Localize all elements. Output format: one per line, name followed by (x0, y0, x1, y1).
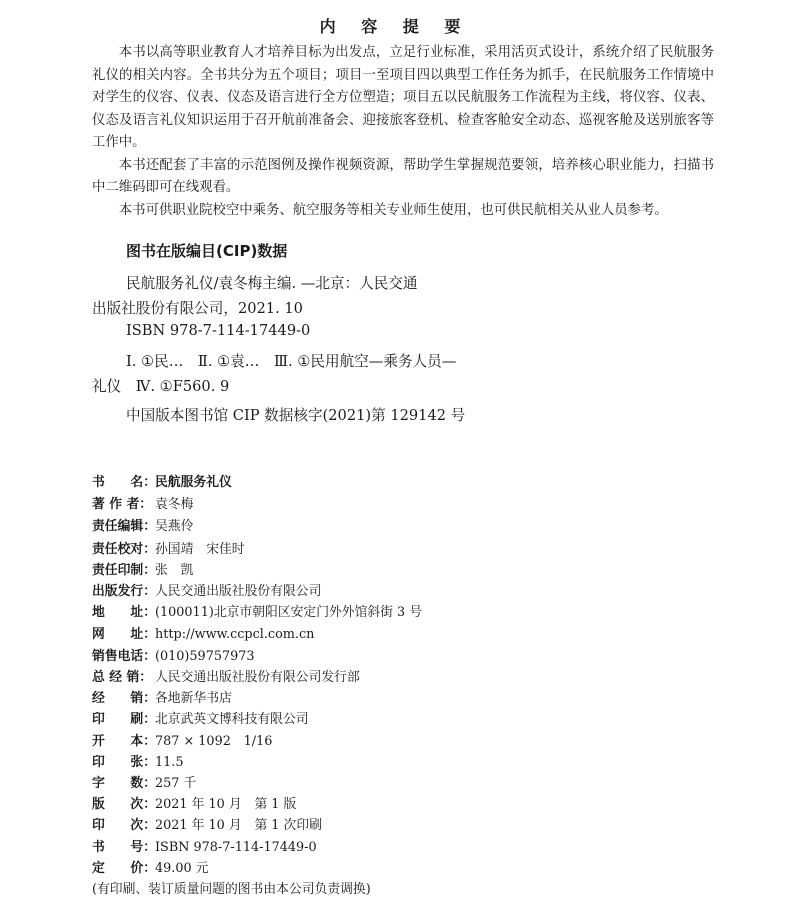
detail-value: 北京武英文博科技有限公司 (155, 712, 309, 727)
detail-label: 版 次： (92, 797, 156, 812)
summary-heading: 内 容 提 要 (319, 17, 471, 36)
detail-value: 张 凯 (155, 563, 194, 578)
detail-label: 著 作 者： (92, 497, 153, 512)
detail-label: 开 本： (92, 734, 156, 749)
detail-value: 787 × 1092 1/16 (155, 734, 273, 749)
detail-value: (100011)北京市朝阳区安定门外外馆斜街 3 号 (155, 605, 423, 620)
cip-line: ISBN 978-7-114-17449-0 (126, 322, 311, 339)
detail-row (92, 540, 245, 560)
detail-value: 2021 年 10 月 第 1 次印刷 (155, 818, 322, 833)
detail-value: 人民交通出版社股份有限公司发行部 (155, 670, 360, 685)
detail-label: 销售电话： (92, 649, 156, 664)
detail-label: 印 张： (92, 755, 156, 770)
detail-row (92, 473, 232, 493)
detail-value: 人民交通出版社股份有限公司 (155, 584, 322, 599)
summary-paragraph: 本书可供职业院校空中乘务、航空服务等相关专业师生使用，也可供民航相关从业人员参考。 (118, 202, 668, 218)
detail-row (92, 710, 309, 730)
detail-value: (010)59757973 (155, 649, 255, 664)
detail-label: 责任印制： (92, 563, 156, 578)
detail-label: 印 刷： (92, 712, 156, 727)
detail-label: 网 址： (92, 627, 156, 642)
detail-row (92, 732, 272, 752)
detail-row (92, 561, 193, 581)
cip-record-number: 中国版本图书馆 CIP 数据核字(2021)第 129142 号 (126, 407, 466, 424)
summary-paragraph: 本书以高等职业教育人才培养目标为出发点，立足行业标准，采用活页式设计，系统介绍了民航服务礼仪的相关内容。全书共分为五个项目；项目一至项目四以典型工作任务为抓手，在民航服务工作情境中对学生的仪容、仪表、仪态及语言进行全方位塑造；项目五以民航服务工作流程为主线，将仪容、仪表、仪态及语言礼仪知识运用于召开航前准备会、迎接旅客登机、检查客舱安全动态、巡视客舱及送别旅客等工作中。 (92, 45, 714, 150)
detail-label: 书 名： (92, 475, 156, 490)
cip-line: Ⅰ. ①民… Ⅱ. ①袁… Ⅲ. ①民用航空—乘务人员— (126, 353, 457, 370)
detail-value: 2021 年 10 月 第 1 版 (155, 797, 297, 812)
summary-body (92, 42, 714, 222)
detail-label: 出版发行： (92, 584, 156, 599)
detail-value: http://www.ccpcl.com.cn (155, 627, 315, 642)
detail-row (92, 859, 209, 879)
detail-label: 书 号： (92, 840, 156, 855)
quality-note: (有印刷、装订质量问题的图书由本公司负责调换) (92, 882, 371, 897)
detail-row (92, 495, 193, 515)
detail-row (92, 603, 422, 623)
detail-value: 吴燕伶 (155, 519, 194, 534)
cip-heading: 图书在版编目(CIP)数据 (126, 242, 288, 260)
detail-value: 49.00 元 (155, 861, 209, 876)
detail-row (92, 795, 296, 815)
detail-row (92, 774, 196, 794)
detail-row (92, 668, 360, 688)
detail-value: 孙国靖 宋佳时 (155, 542, 245, 557)
detail-value: 各地新华书店 (155, 691, 232, 706)
detail-value: 11.5 (155, 755, 184, 770)
summary-paragraph: 本书还配套了丰富的示范图例及操作视频资源，帮助学生掌握规范要领，培养核心职业能力，扫描书中二维码即可在线观看。 (92, 157, 714, 195)
detail-label: 定 价： (92, 861, 156, 876)
detail-value: ISBN 978-7-114-17449-0 (155, 840, 317, 855)
detail-value: 民航服务礼仪 (155, 475, 232, 490)
detail-value: 袁冬梅 (155, 497, 194, 512)
detail-label: 责任校对： (92, 542, 156, 557)
cip-line: 礼仪 Ⅳ. ①F560. 9 (92, 378, 230, 395)
detail-row (92, 816, 322, 836)
detail-label: 印 次： (92, 818, 156, 833)
detail-row (92, 517, 193, 537)
detail-label: 责任编辑： (92, 519, 156, 534)
detail-row (92, 753, 184, 773)
cip-line: 出版社股份有限公司，2021. 10 (92, 300, 303, 317)
detail-label: 字 数： (92, 776, 156, 791)
detail-row (92, 838, 317, 858)
detail-row (92, 647, 255, 667)
detail-label: 总 经 销： (92, 670, 153, 685)
detail-label: 经 销： (92, 691, 156, 706)
detail-value: 257 千 (155, 776, 197, 791)
detail-row (92, 582, 321, 602)
cip-line: 民航服务礼仪/袁冬梅主编. —北京：人民交通 (126, 275, 418, 292)
detail-label: 地 址： (92, 605, 156, 620)
detail-row (92, 625, 314, 645)
detail-row (92, 689, 232, 709)
